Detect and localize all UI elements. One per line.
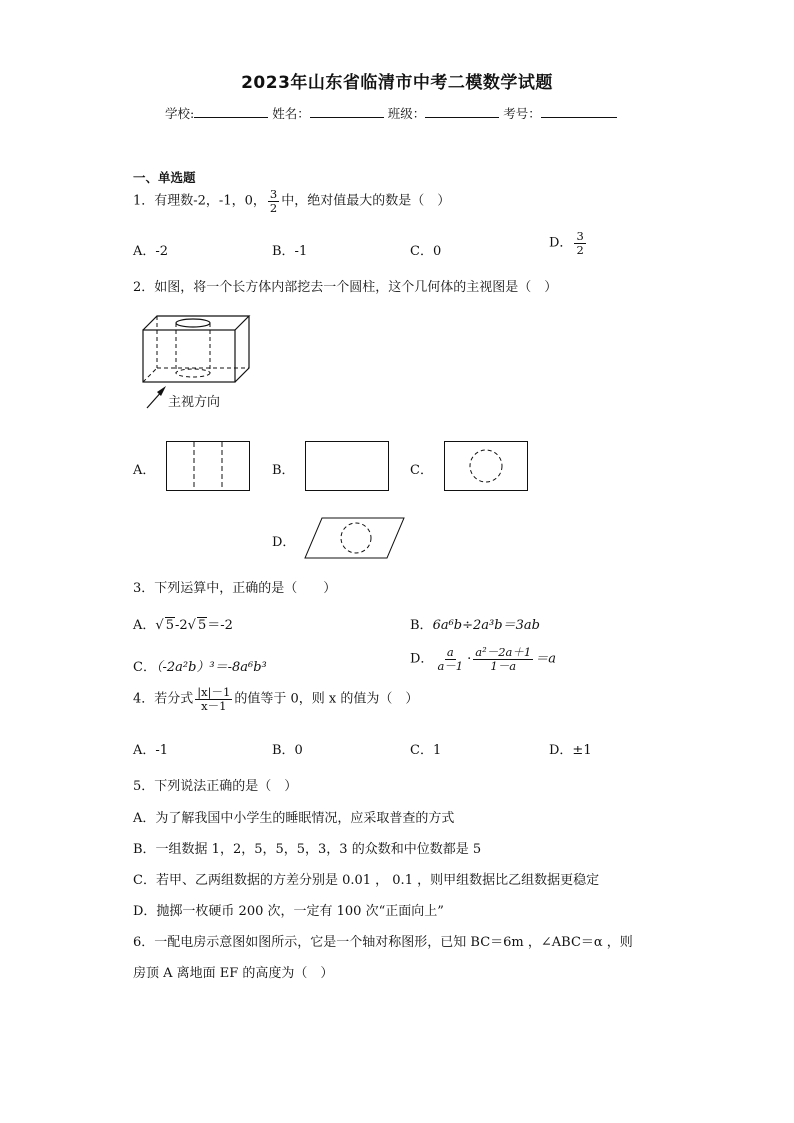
q2-option-b-label[interactable]: B．: [272, 463, 295, 478]
student-info-line: [165, 104, 617, 122]
question-3: 3．下列运算中，正确的是（ ）: [133, 581, 337, 596]
q2-option-a-figure[interactable]: [166, 441, 251, 492]
q3-option-d[interactable]: [410, 646, 556, 672]
q4-option-b[interactable]: B．0: [272, 743, 303, 758]
school-blank: [194, 105, 268, 118]
q1-d-fraction: [574, 230, 585, 256]
q3-d-frac-2: [473, 646, 533, 672]
q1-option-d[interactable]: [549, 230, 588, 256]
q3-d-result: ＝a: [535, 651, 556, 667]
q1-stem-pre: 1．有理数-2，-1，0，: [133, 193, 266, 209]
q2-option-d-figure[interactable]: [305, 517, 405, 559]
name-blank: [310, 105, 384, 118]
q5-option-c[interactable]: C．若甲、乙两组数据的方差分别是 0.01 ， 0.1 ，则甲组数据比乙组数据更稳定: [133, 873, 600, 888]
q1-option-b[interactable]: B．-1: [272, 244, 308, 259]
q1-stem-post: 中，绝对值最大的数是（ ）: [281, 193, 451, 209]
q4-frac-num: |x|－1: [197, 685, 231, 699]
q2-option-b-figure[interactable]: [305, 441, 390, 492]
q2-option-d-label[interactable]: D．: [272, 535, 296, 550]
q3-a-radicand-2: 5: [197, 618, 207, 633]
q3-a-label: A．: [133, 618, 156, 633]
q3-b-expr: 6a⁶b÷2a³b＝3ab: [432, 618, 540, 633]
sqrt-icon: √: [155, 618, 164, 633]
q3-d-num-2: a²－2a＋1: [475, 645, 532, 659]
q3-a-radicand-1: 5: [165, 618, 174, 633]
q5-option-d[interactable]: D．抛掷一枚硬币 200 次，一定有 100 次“正面向上”: [133, 904, 444, 919]
q1-frac-num: 3: [269, 187, 278, 201]
q3-d-label: D．: [410, 651, 434, 667]
cuboid-top-face: [143, 316, 249, 330]
q3-option-c[interactable]: [133, 656, 267, 675]
class-label: 班级：: [387, 106, 426, 121]
question-5: 5．下列说法正确的是（ ）: [133, 779, 298, 794]
class-blank: [425, 105, 499, 118]
q3-b-label: B．: [410, 618, 433, 633]
q5-option-a[interactable]: A．为了解我国中小学生的睡眠情况，应采取普查的方式: [133, 811, 455, 826]
section-title: 一、单选题: [133, 170, 196, 185]
q2-option-a-label[interactable]: A．: [133, 463, 156, 478]
id-label: 考号：: [503, 106, 541, 121]
cuboid-hidden-edge-d: [143, 368, 157, 382]
q1-d-den: 2: [576, 242, 584, 257]
question-1: [133, 188, 450, 214]
cylinder-bottom: [176, 369, 210, 377]
cuboid-side-face: [235, 316, 249, 382]
q4-frac-den: x－1: [201, 698, 227, 713]
cylinder-top: [176, 319, 210, 327]
sqrt-icon: √: [187, 618, 196, 633]
q4-stem-pre: 4．若分式: [133, 691, 194, 707]
id-blank: [541, 105, 617, 118]
school-label: 学校:: [165, 106, 195, 121]
question-6-line-2: 房顶 A 离地面 EF 的高度为（ ）: [133, 966, 334, 981]
q3-a-minus: -2: [174, 618, 188, 633]
q3-a-result: ＝-2: [207, 618, 233, 633]
q1-option-c[interactable]: C．0: [410, 244, 442, 259]
direction-label: 主视方向: [168, 395, 221, 410]
q3-d-den-1: a－1: [437, 658, 464, 673]
q1-d-label: D．: [549, 235, 573, 251]
question-4: [133, 686, 418, 712]
q4-fraction: [195, 686, 232, 712]
q1-fraction: [268, 188, 279, 214]
q3-d-den-2: 1－a: [490, 658, 517, 673]
q4-stem-post: 的值等于 0，则 x 的值为（ ）: [234, 691, 419, 707]
question-6-line-1: 6．一配电房示意图如图所示，它是一个轴对称图形，已知 BC＝6m ，∠ABC＝α ，则: [133, 935, 633, 950]
q2-option-c-figure[interactable]: [444, 441, 529, 492]
q3-c-expr: （-2a²b）³＝-8a⁶b³: [155, 660, 267, 675]
q1-option-a[interactable]: A．-2: [133, 244, 169, 259]
q3-d-dot: ·: [467, 651, 472, 667]
q1-frac-den: 2: [269, 200, 278, 215]
q4-option-c[interactable]: C．1: [410, 743, 442, 758]
q3-c-label: C．: [133, 660, 156, 675]
q4-option-a[interactable]: A．-1: [133, 743, 169, 758]
q3-d-frac-1: [435, 646, 465, 672]
q2-option-c-label[interactable]: C．: [410, 463, 433, 478]
question-2: 2．如图，将一个长方体内部挖去一个圆柱，这个几何体的主视图是（ ）: [133, 280, 558, 295]
q3-option-b[interactable]: [410, 614, 540, 633]
q1-d-num: 3: [576, 229, 584, 243]
page-title: 2023年山东省临清市中考二模数学试题: [241, 73, 553, 93]
q3-option-a[interactable]: [133, 614, 233, 633]
name-label: 姓名：: [272, 106, 310, 121]
q3-d-num-1: a: [446, 645, 454, 659]
q4-option-d[interactable]: D．±1: [549, 743, 592, 758]
q5-option-b[interactable]: B．一组数据 1，2，5，5，5，3，3 的众数和中位数都是 5: [133, 842, 482, 857]
